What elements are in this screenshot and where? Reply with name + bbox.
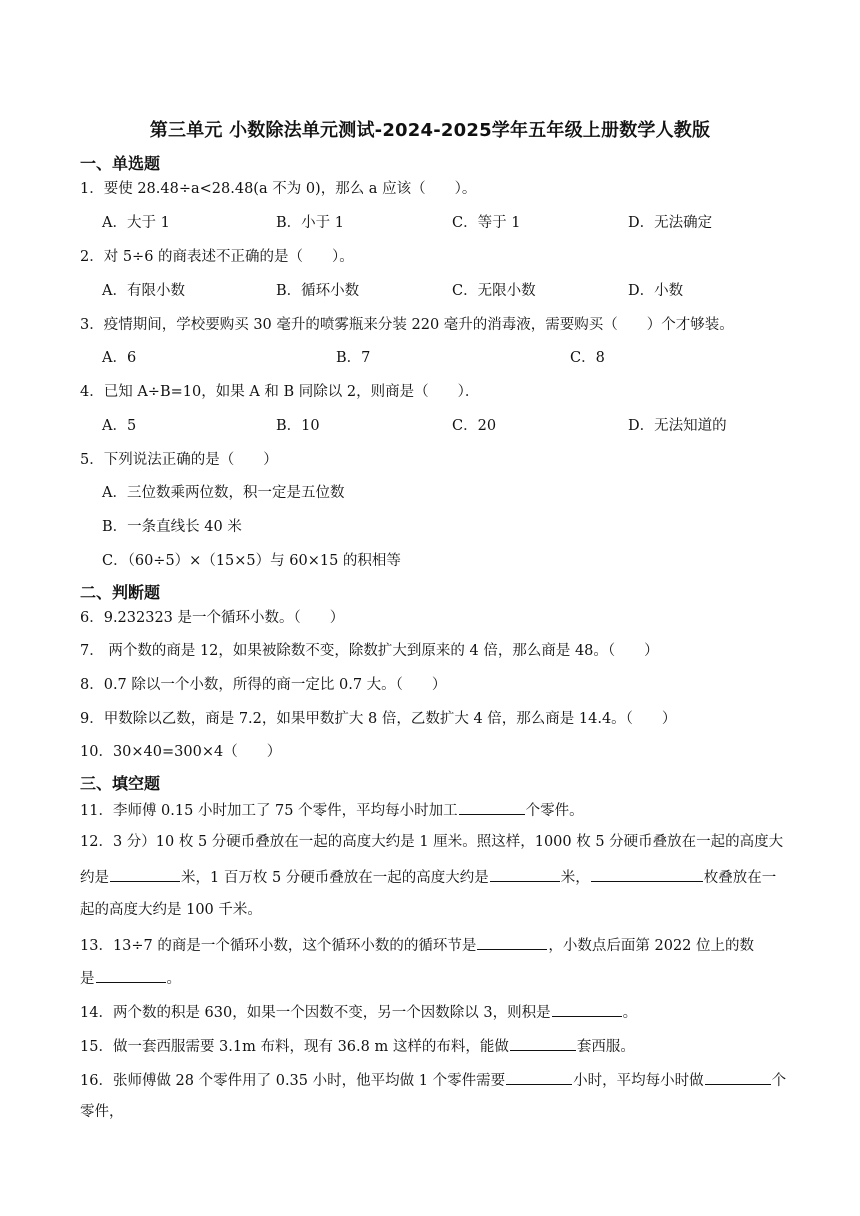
section-heading-true-false: 二、判断题: [80, 583, 161, 602]
answer-blank[interactable]: [591, 866, 703, 882]
question-12-line-2: [80, 866, 810, 888]
question-2-option-a: A．有限小数: [102, 283, 185, 299]
question-13-line-1: [80, 934, 810, 956]
question-3-stem: 3．疫情期间，学校要购买 30 毫升的喷雾瓶来分装 220 毫升的消毒液，需要购买（ ）个才够装。: [80, 317, 734, 333]
answer-blank[interactable]: [477, 934, 547, 950]
question-4-stem: 4．已知 A÷B=10，如果 A 和 B 同除以 2，则商是（ ）．: [80, 384, 480, 400]
question-12-text: 米，: [560, 870, 590, 886]
question-1-option-a: A．大于 1: [102, 215, 170, 231]
question-11-text: 11．李师傅 0.15 小时加工了 75 个零件，平均每小时加工: [80, 803, 458, 819]
question-14: [80, 1001, 810, 1023]
question-16-text: 小时，平均每小时做: [573, 1073, 704, 1089]
page-title: 第三单元 小数除法单元测试-2024-2025学年五年级上册数学人教版: [149, 120, 711, 141]
question-13-text: 。: [166, 971, 181, 987]
question-16-text: 16．张师傅做 28 个零件用了 0.35 小时，他平均做 1 个零件需要: [80, 1073, 506, 1089]
question-12-text: 米，1 百万枚 5 分硬币叠放在一起的高度大约是: [181, 870, 489, 886]
question-3-option-c: C．8: [570, 350, 605, 366]
question-15-text: 15．做一套西服需要 3.1m 布料，现有 36.8 m 这样的布料，能做: [80, 1039, 509, 1055]
question-2-option-d: D．小数: [628, 283, 684, 299]
question-11: [80, 799, 810, 821]
question-4-option-c: C．20: [452, 418, 497, 434]
question-5-option-b: B．一条直线长 40 米: [102, 519, 242, 535]
question-1-option-c: C．等于 1: [452, 215, 521, 231]
answer-blank[interactable]: [96, 967, 166, 983]
question-7: 7． 两个数的商是 12，如果被除数不变，除数扩大到原来的 4 倍，那么商是 48。（ ）: [80, 643, 659, 659]
question-14-text: 14．两个数的积是 630，如果一个因数不变，另一个因数除以 3，则积是: [80, 1005, 551, 1021]
section-heading-single-choice: 一、单选题: [80, 154, 161, 173]
question-2-option-c: C．无限小数: [452, 283, 536, 299]
answer-blank[interactable]: [510, 1035, 576, 1051]
question-10: 10．30×40=300×4（ ）: [80, 744, 282, 760]
answer-blank[interactable]: [705, 1069, 771, 1085]
answer-blank[interactable]: [110, 866, 180, 882]
question-4-option-a: A．5: [102, 418, 137, 434]
answer-blank[interactable]: [552, 1001, 622, 1017]
question-13-text: 13．13÷7 的商是一个循环小数，这个循环小数的的循环节是: [80, 938, 477, 954]
question-12-line-3: 起的高度大约是 100 千米。: [80, 902, 262, 918]
question-16-line-1: [80, 1069, 810, 1091]
question-12-text: 约是: [80, 870, 109, 886]
question-12-text: 枚叠放在一: [703, 870, 777, 886]
answer-blank[interactable]: [506, 1069, 572, 1085]
question-14-text: 。: [622, 1005, 638, 1021]
question-4-option-b: B．10: [276, 418, 320, 434]
question-5-option-c: C．（60÷5）×（15×5）与 60×15 的积相等: [102, 553, 401, 569]
question-6: 6．9.232323 是一个循环小数。（ ）: [80, 610, 345, 626]
question-12-line-1: 12．3 分）10 枚 5 分硬币叠放在一起的高度大约是 1 厘米。照这样，1000 枚 5 分硬币叠放在一起的高度大: [80, 834, 784, 850]
question-3-option-b: B．7: [336, 350, 371, 366]
question-9: 9．甲数除以乙数，商是 7.2，如果甲数扩大 8 倍，乙数扩大 4 倍，那么商是 14.4。（ ）: [80, 711, 677, 727]
answer-blank[interactable]: [459, 799, 525, 815]
question-1-option-d: D．无法确定: [628, 215, 713, 231]
question-13-text: 是: [80, 971, 95, 987]
question-16-line-2: 零件，: [80, 1104, 124, 1120]
question-13-text: ，小数点后面第 2022 位上的数: [548, 938, 755, 954]
answer-blank[interactable]: [490, 866, 560, 882]
question-5-option-a: A．三位数乘两位数，积一定是五位数: [102, 485, 345, 501]
section-heading-fill-blank: 三、填空题: [80, 774, 161, 793]
question-4-option-d: D．无法知道的: [628, 418, 727, 434]
question-11-text-end: 个零件。: [525, 803, 584, 819]
question-13-line-2: [80, 967, 810, 989]
question-5-stem: 5．下列说法正确的是（ ）: [80, 452, 278, 468]
question-15-text: 套西服。: [576, 1039, 635, 1055]
question-8: 8．0.7 除以一个小数，所得的商一定比 0.7 大。（ ）: [80, 677, 447, 693]
question-3-option-a: A．6: [102, 350, 137, 366]
question-2-option-b: B．循环小数: [276, 283, 360, 299]
question-15: [80, 1035, 810, 1057]
question-1-option-b: B．小于 1: [276, 215, 344, 231]
question-1-stem: 1．要使 28.48÷a<28.48(a 不为 0)，那么 a 应该（ ）。: [80, 181, 477, 197]
question-16-text: 个: [771, 1073, 787, 1089]
question-2-stem: 2．对 5÷6 的商表述不正确的是（ ）。: [80, 249, 354, 265]
